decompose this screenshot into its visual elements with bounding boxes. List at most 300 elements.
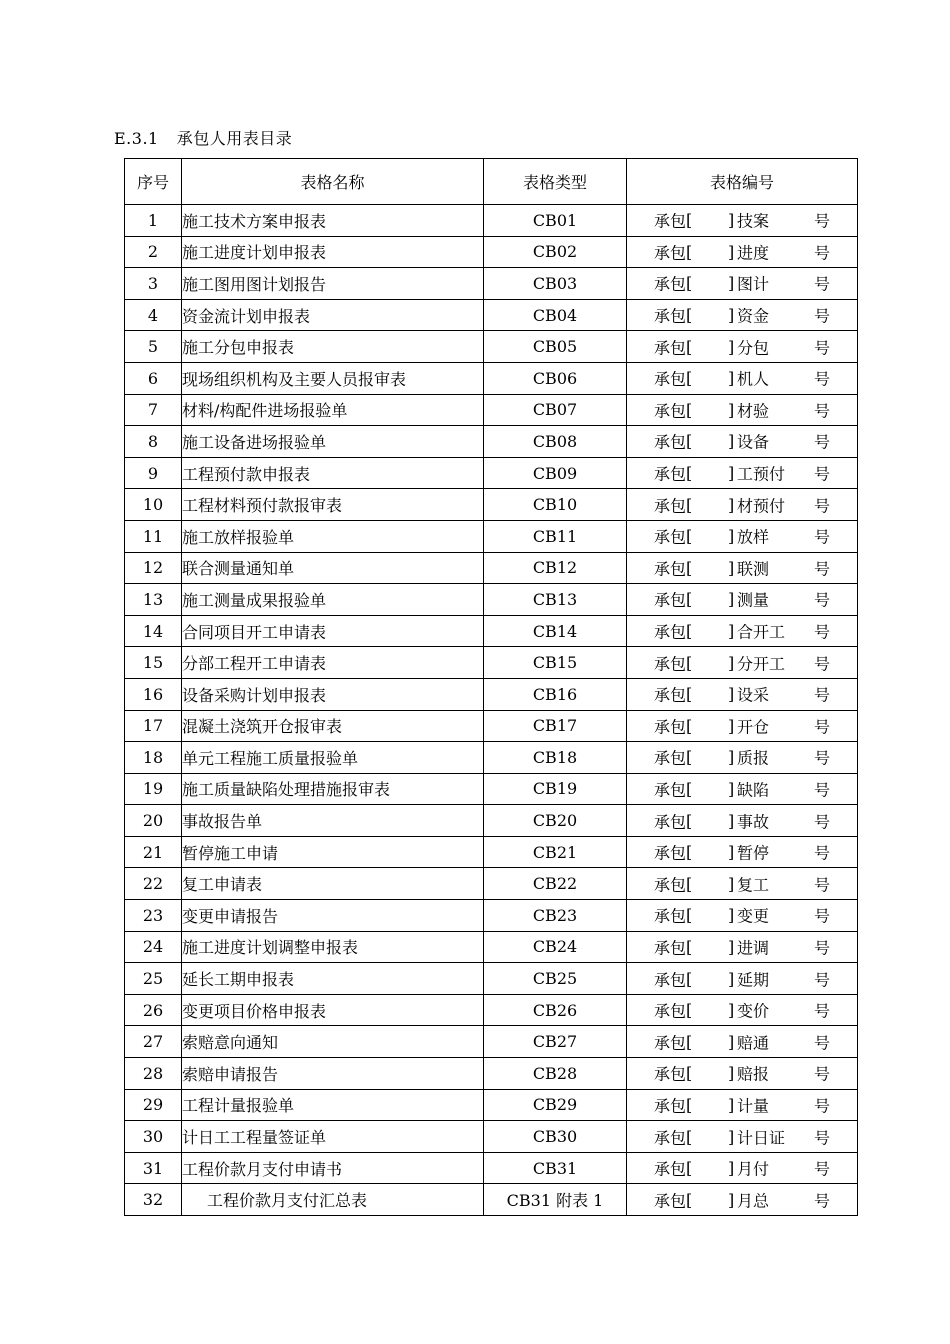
row-seq: 3 <box>125 268 182 300</box>
code-prefix: 承包 <box>654 306 687 326</box>
table-row <box>125 520 858 552</box>
section-number: E.3.1 <box>114 129 159 148</box>
row-form-type: CB19 <box>484 773 627 805</box>
code-keyword: 月付 <box>737 1159 770 1179</box>
code-left-bracket: [ <box>686 1032 693 1052</box>
row-form-name: 复工申请表 <box>182 868 484 900</box>
code-left-bracket: [ <box>686 1095 693 1115</box>
code-right-bracket: ] <box>728 305 735 325</box>
code-keyword: 机人 <box>737 369 770 389</box>
row-form-type: CB20 <box>484 805 627 837</box>
row-form-type: CB03 <box>484 268 627 300</box>
code-suffix: 号 <box>814 432 831 452</box>
code-right-bracket: ] <box>728 589 735 609</box>
code-prefix: 承包 <box>654 432 687 452</box>
code-keyword: 月总 <box>737 1191 770 1211</box>
code-right-bracket: ] <box>728 684 735 704</box>
table-row <box>125 1026 858 1058</box>
code-keyword: 赔通 <box>737 1033 770 1053</box>
table-row <box>125 963 858 995</box>
row-form-type: CB04 <box>484 299 627 331</box>
row-form-name: 分部工程开工申请表 <box>182 647 484 679</box>
row-form-code <box>627 1152 858 1184</box>
code-suffix: 号 <box>814 211 831 231</box>
row-seq: 14 <box>125 615 182 647</box>
row-form-type: CB02 <box>484 236 627 268</box>
code-right-bracket: ] <box>728 431 735 451</box>
code-prefix: 承包 <box>654 211 687 231</box>
row-seq: 26 <box>125 994 182 1026</box>
table-row <box>125 868 858 900</box>
table-row <box>125 710 858 742</box>
row-form-type: CB11 <box>484 520 627 552</box>
row-form-name: 工程价款月支付汇总表 <box>182 1184 484 1216</box>
code-suffix: 号 <box>814 748 831 768</box>
row-form-code <box>627 1121 858 1153</box>
row-seq: 8 <box>125 426 182 458</box>
row-form-code <box>627 742 858 774</box>
header-name: 表格名称 <box>182 159 484 205</box>
row-form-type: CB29 <box>484 1089 627 1121</box>
table-row <box>125 647 858 679</box>
row-form-type: CB14 <box>484 615 627 647</box>
code-suffix: 号 <box>814 464 831 484</box>
row-form-code <box>627 710 858 742</box>
code-right-bracket: ] <box>728 842 735 862</box>
code-keyword: 缺陷 <box>737 780 770 800</box>
table-row <box>125 426 858 458</box>
row-form-code <box>627 331 858 363</box>
row-form-code <box>627 963 858 995</box>
row-form-name: 计日工工程量签证单 <box>182 1121 484 1153</box>
row-seq: 32 <box>125 1184 182 1216</box>
code-right-bracket: ] <box>728 558 735 578</box>
row-form-code <box>627 994 858 1026</box>
code-left-bracket: [ <box>686 210 693 230</box>
code-prefix: 承包 <box>654 906 687 926</box>
row-form-type: CB31 <box>484 1152 627 1184</box>
table-row <box>125 362 858 394</box>
section-heading <box>114 126 292 149</box>
code-right-bracket: ] <box>728 969 735 989</box>
row-form-type: CB21 <box>484 836 627 868</box>
code-left-bracket: [ <box>686 621 693 641</box>
table-row <box>125 1152 858 1184</box>
code-suffix: 号 <box>814 1128 831 1148</box>
row-form-type: CB24 <box>484 931 627 963</box>
code-prefix: 承包 <box>654 496 687 516</box>
code-keyword: 测量 <box>737 590 770 610</box>
code-left-bracket: [ <box>686 779 693 799</box>
code-left-bracket: [ <box>686 969 693 989</box>
row-form-name: 变更申请报告 <box>182 900 484 932</box>
row-form-name: 施工图用图计划报告 <box>182 268 484 300</box>
row-form-code <box>627 520 858 552</box>
code-keyword: 计日证 <box>737 1128 786 1148</box>
header-seq: 序号 <box>125 159 182 205</box>
code-suffix: 号 <box>814 338 831 358</box>
code-keyword: 赔报 <box>737 1064 770 1084</box>
table-row <box>125 773 858 805</box>
row-seq: 21 <box>125 836 182 868</box>
row-form-name: 索赔申请报告 <box>182 1058 484 1090</box>
row-form-code <box>627 205 858 237</box>
code-suffix: 号 <box>814 590 831 610</box>
row-form-code <box>627 868 858 900</box>
code-right-bracket: ] <box>728 874 735 894</box>
code-prefix: 承包 <box>654 780 687 800</box>
row-form-type: CB17 <box>484 710 627 742</box>
code-right-bracket: ] <box>728 337 735 357</box>
row-seq: 31 <box>125 1152 182 1184</box>
row-form-name: 施工质量缺陷处理措施报审表 <box>182 773 484 805</box>
code-prefix: 承包 <box>654 843 687 863</box>
form-catalog-table <box>124 158 858 1216</box>
code-suffix: 号 <box>814 527 831 547</box>
code-keyword: 联测 <box>737 559 770 579</box>
header-code: 表格编号 <box>627 159 858 205</box>
code-right-bracket: ] <box>728 273 735 293</box>
code-left-bracket: [ <box>686 716 693 736</box>
row-form-name: 工程材料预付款报审表 <box>182 489 484 521</box>
code-prefix: 承包 <box>654 590 687 610</box>
code-keyword: 进度 <box>737 243 770 263</box>
code-prefix: 承包 <box>654 1001 687 1021</box>
row-form-code <box>627 457 858 489</box>
code-prefix: 承包 <box>654 654 687 674</box>
code-right-bracket: ] <box>728 716 735 736</box>
row-form-code <box>627 678 858 710</box>
table-row <box>125 994 858 1026</box>
row-form-name: 现场组织机构及主要人员报审表 <box>182 362 484 394</box>
row-form-code <box>627 362 858 394</box>
code-keyword: 变更 <box>737 906 770 926</box>
row-form-name: 施工进度计划调整申报表 <box>182 931 484 963</box>
code-suffix: 号 <box>814 780 831 800</box>
row-form-code <box>627 773 858 805</box>
code-right-bracket: ] <box>728 905 735 925</box>
row-form-code <box>627 1184 858 1216</box>
code-prefix: 承包 <box>654 748 687 768</box>
code-keyword: 分开工 <box>737 654 786 674</box>
table-row <box>125 489 858 521</box>
row-seq: 1 <box>125 205 182 237</box>
row-form-code <box>627 552 858 584</box>
code-right-bracket: ] <box>728 937 735 957</box>
row-form-name: 联合测量通知单 <box>182 552 484 584</box>
code-right-bracket: ] <box>728 653 735 673</box>
code-left-bracket: [ <box>686 463 693 483</box>
code-left-bracket: [ <box>686 905 693 925</box>
row-form-type: CB26 <box>484 994 627 1026</box>
code-prefix: 承包 <box>654 1096 687 1116</box>
row-form-name: 事故报告单 <box>182 805 484 837</box>
row-form-type: CB28 <box>484 1058 627 1090</box>
row-form-code <box>627 1026 858 1058</box>
table-row <box>125 268 858 300</box>
row-seq: 13 <box>125 584 182 616</box>
row-form-type: CB12 <box>484 552 627 584</box>
table-row <box>125 1089 858 1121</box>
code-left-bracket: [ <box>686 811 693 831</box>
section-title: 承包人用表目录 <box>176 129 293 148</box>
code-suffix: 号 <box>814 622 831 642</box>
row-form-name: 资金流计划申报表 <box>182 299 484 331</box>
row-form-code <box>627 236 858 268</box>
code-prefix: 承包 <box>654 464 687 484</box>
row-seq: 11 <box>125 520 182 552</box>
row-form-name: 延长工期申报表 <box>182 963 484 995</box>
row-form-type: CB10 <box>484 489 627 521</box>
code-keyword: 延期 <box>737 970 770 990</box>
row-form-name: 施工进度计划申报表 <box>182 236 484 268</box>
code-keyword: 分包 <box>737 338 770 358</box>
row-form-type: CB31 附表 1 <box>484 1184 627 1216</box>
row-seq: 16 <box>125 678 182 710</box>
code-prefix: 承包 <box>654 685 687 705</box>
row-form-type: CB09 <box>484 457 627 489</box>
row-form-name: 施工放样报验单 <box>182 520 484 552</box>
code-left-bracket: [ <box>686 1000 693 1020</box>
row-seq: 4 <box>125 299 182 331</box>
table-row <box>125 584 858 616</box>
code-left-bracket: [ <box>686 431 693 451</box>
code-keyword: 技案 <box>737 211 770 231</box>
row-form-name: 设备采购计划申报表 <box>182 678 484 710</box>
code-keyword: 暂停 <box>737 843 770 863</box>
code-prefix: 承包 <box>654 812 687 832</box>
row-form-type: CB30 <box>484 1121 627 1153</box>
row-form-type: CB23 <box>484 900 627 932</box>
code-prefix: 承包 <box>654 243 687 263</box>
table-row <box>125 1184 858 1216</box>
code-left-bracket: [ <box>686 242 693 262</box>
table-row <box>125 805 858 837</box>
code-left-bracket: [ <box>686 874 693 894</box>
row-form-code <box>627 647 858 679</box>
row-seq: 24 <box>125 931 182 963</box>
code-left-bracket: [ <box>686 1063 693 1083</box>
row-form-name: 暂停施工申请 <box>182 836 484 868</box>
row-form-name: 索赔意向通知 <box>182 1026 484 1058</box>
code-keyword: 资金 <box>737 306 770 326</box>
code-prefix: 承包 <box>654 970 687 990</box>
code-prefix: 承包 <box>654 717 687 737</box>
code-left-bracket: [ <box>686 558 693 578</box>
row-form-code <box>627 299 858 331</box>
table-row <box>125 552 858 584</box>
row-form-name: 施工设备进场报验单 <box>182 426 484 458</box>
code-right-bracket: ] <box>728 747 735 767</box>
row-seq: 28 <box>125 1058 182 1090</box>
code-suffix: 号 <box>814 906 831 926</box>
row-form-code <box>627 900 858 932</box>
code-right-bracket: ] <box>728 242 735 262</box>
row-form-type: CB15 <box>484 647 627 679</box>
code-keyword: 质报 <box>737 748 770 768</box>
row-form-type: CB08 <box>484 426 627 458</box>
code-left-bracket: [ <box>686 589 693 609</box>
code-prefix: 承包 <box>654 559 687 579</box>
row-seq: 7 <box>125 394 182 426</box>
code-suffix: 号 <box>814 243 831 263</box>
row-seq: 23 <box>125 900 182 932</box>
code-keyword: 设备 <box>737 432 770 452</box>
row-form-code <box>627 1058 858 1090</box>
code-keyword: 进调 <box>737 938 770 958</box>
row-seq: 20 <box>125 805 182 837</box>
code-suffix: 号 <box>814 717 831 737</box>
code-keyword: 合开工 <box>737 622 786 642</box>
row-form-type: CB01 <box>484 205 627 237</box>
code-left-bracket: [ <box>686 400 693 420</box>
code-right-bracket: ] <box>728 1032 735 1052</box>
code-prefix: 承包 <box>654 274 687 294</box>
row-seq: 17 <box>125 710 182 742</box>
row-seq: 10 <box>125 489 182 521</box>
row-form-type: CB25 <box>484 963 627 995</box>
code-left-bracket: [ <box>686 937 693 957</box>
row-seq: 5 <box>125 331 182 363</box>
table-header-row <box>125 159 858 205</box>
code-left-bracket: [ <box>686 526 693 546</box>
row-form-code <box>627 584 858 616</box>
code-right-bracket: ] <box>728 1158 735 1178</box>
code-left-bracket: [ <box>686 842 693 862</box>
table-row <box>125 236 858 268</box>
code-keyword: 计量 <box>737 1096 770 1116</box>
code-suffix: 号 <box>814 654 831 674</box>
row-form-type: CB05 <box>484 331 627 363</box>
code-suffix: 号 <box>814 1159 831 1179</box>
row-form-code <box>627 426 858 458</box>
row-form-name: 施工技术方案申报表 <box>182 205 484 237</box>
table-row <box>125 457 858 489</box>
table-row <box>125 299 858 331</box>
row-form-name: 工程计量报验单 <box>182 1089 484 1121</box>
code-suffix: 号 <box>814 812 831 832</box>
row-seq: 19 <box>125 773 182 805</box>
row-form-name: 施工分包申报表 <box>182 331 484 363</box>
table-row <box>125 331 858 363</box>
code-left-bracket: [ <box>686 1190 693 1210</box>
row-form-type: CB16 <box>484 678 627 710</box>
code-left-bracket: [ <box>686 273 693 293</box>
code-right-bracket: ] <box>728 779 735 799</box>
code-left-bracket: [ <box>686 684 693 704</box>
row-form-type: CB27 <box>484 1026 627 1058</box>
code-prefix: 承包 <box>654 338 687 358</box>
row-form-code <box>627 805 858 837</box>
table-row <box>125 615 858 647</box>
row-seq: 29 <box>125 1089 182 1121</box>
row-form-code <box>627 394 858 426</box>
code-right-bracket: ] <box>728 1063 735 1083</box>
row-form-type: CB06 <box>484 362 627 394</box>
row-seq: 12 <box>125 552 182 584</box>
code-suffix: 号 <box>814 274 831 294</box>
code-prefix: 承包 <box>654 527 687 547</box>
row-form-type: CB22 <box>484 868 627 900</box>
code-prefix: 承包 <box>654 1064 687 1084</box>
code-right-bracket: ] <box>728 1000 735 1020</box>
code-left-bracket: [ <box>686 495 693 515</box>
code-right-bracket: ] <box>728 811 735 831</box>
row-form-name: 材料/构配件进场报验单 <box>182 394 484 426</box>
code-prefix: 承包 <box>654 1033 687 1053</box>
table-row <box>125 394 858 426</box>
code-suffix: 号 <box>814 1001 831 1021</box>
code-left-bracket: [ <box>686 653 693 673</box>
code-right-bracket: ] <box>728 621 735 641</box>
code-left-bracket: [ <box>686 368 693 388</box>
row-seq: 2 <box>125 236 182 268</box>
code-suffix: 号 <box>814 1064 831 1084</box>
code-suffix: 号 <box>814 685 831 705</box>
row-form-code <box>627 1089 858 1121</box>
code-right-bracket: ] <box>728 368 735 388</box>
row-seq: 25 <box>125 963 182 995</box>
code-right-bracket: ] <box>728 210 735 230</box>
row-form-name: 合同项目开工申请表 <box>182 615 484 647</box>
code-suffix: 号 <box>814 875 831 895</box>
code-prefix: 承包 <box>654 401 687 421</box>
code-right-bracket: ] <box>728 1095 735 1115</box>
row-seq: 6 <box>125 362 182 394</box>
row-form-name: 变更项目价格申报表 <box>182 994 484 1026</box>
table-row <box>125 1121 858 1153</box>
row-form-name: 混凝土浇筑开仓报审表 <box>182 710 484 742</box>
row-form-name: 单元工程施工质量报验单 <box>182 742 484 774</box>
row-form-code <box>627 836 858 868</box>
code-keyword: 放样 <box>737 527 770 547</box>
code-keyword: 设采 <box>737 685 770 705</box>
code-prefix: 承包 <box>654 938 687 958</box>
row-form-name: 工程价款月支付申请书 <box>182 1152 484 1184</box>
code-left-bracket: [ <box>686 337 693 357</box>
code-keyword: 复工 <box>737 875 770 895</box>
code-keyword: 事故 <box>737 812 770 832</box>
code-prefix: 承包 <box>654 369 687 389</box>
code-keyword: 工预付 <box>737 464 786 484</box>
code-suffix: 号 <box>814 559 831 579</box>
code-suffix: 号 <box>814 1096 831 1116</box>
code-left-bracket: [ <box>686 747 693 767</box>
code-suffix: 号 <box>814 1033 831 1053</box>
row-seq: 18 <box>125 742 182 774</box>
row-seq: 9 <box>125 457 182 489</box>
code-suffix: 号 <box>814 1191 831 1211</box>
table-row <box>125 742 858 774</box>
code-prefix: 承包 <box>654 622 687 642</box>
code-prefix: 承包 <box>654 1159 687 1179</box>
row-form-name: 施工测量成果报验单 <box>182 584 484 616</box>
row-form-type: CB07 <box>484 394 627 426</box>
code-right-bracket: ] <box>728 526 735 546</box>
table-row <box>125 931 858 963</box>
table-row <box>125 205 858 237</box>
code-keyword: 开仓 <box>737 717 770 737</box>
row-form-type: CB18 <box>484 742 627 774</box>
row-form-code <box>627 615 858 647</box>
code-right-bracket: ] <box>728 400 735 420</box>
code-right-bracket: ] <box>728 495 735 515</box>
code-right-bracket: ] <box>728 463 735 483</box>
row-seq: 15 <box>125 647 182 679</box>
table-row <box>125 836 858 868</box>
code-left-bracket: [ <box>686 1158 693 1178</box>
code-suffix: 号 <box>814 970 831 990</box>
